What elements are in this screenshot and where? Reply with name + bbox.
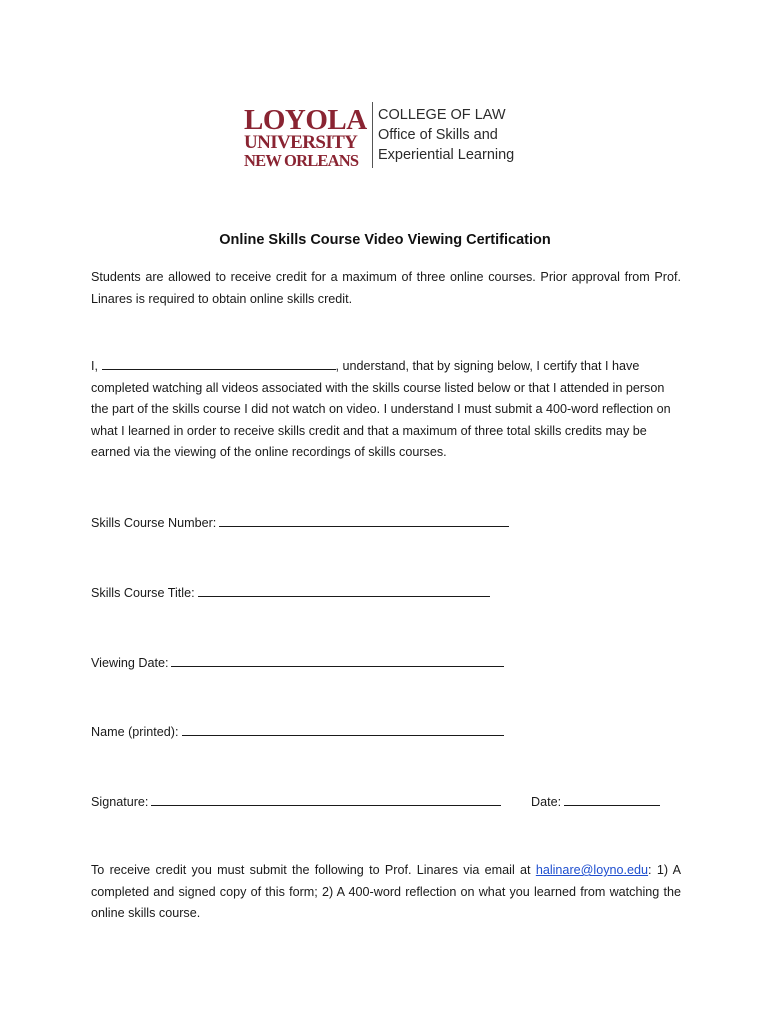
signature-label: Signature:: [91, 795, 149, 809]
email-link[interactable]: halinare@loyno.edu: [535, 863, 649, 877]
logo-office-line2: Experiential Learning: [378, 147, 515, 163]
certification-paragraph: [91, 356, 681, 464]
signature-date-blank[interactable]: [564, 793, 660, 806]
logo-college: COLLEGE OF LAW: [378, 107, 506, 123]
course-number-blank[interactable]: [219, 514, 509, 527]
university-logo: [244, 100, 529, 172]
instructions-prefix: To receive credit you must submit the following to Prof. Linares via email at: [91, 863, 531, 877]
instructions-suffix: : 1) A completed and signed copy of this form; 2) A 400-word reflection on what you learned from watching the online skills course.: [91, 863, 681, 920]
submission-instructions: [91, 860, 681, 925]
signature-field: [91, 793, 501, 810]
logo-department: [378, 108, 538, 168]
cert-body: , understand, that by signing below, I certify that I have completed watching all videos associated with the skills course listed below or that I attended in person the part of the skills course I did not watch on video. I understand I must submit a 400-word reflection on what I learned in order to receive skills credit and that a maximum of three total skills credits may be earned via the viewing of the online recordings of skills courses.: [91, 359, 671, 459]
logo-line-new-orleans: NEW ORLEANS: [244, 151, 359, 170]
viewing-date-field: [91, 654, 504, 671]
name-printed-field: [91, 723, 504, 740]
logo-office-line1: Office of Skills and: [378, 127, 498, 143]
logo-line-university: UNIVERSITY: [244, 132, 358, 153]
name-printed-blank[interactable]: [182, 723, 504, 736]
signature-date-label: Date:: [531, 795, 562, 809]
course-title-label: Skills Course Title:: [91, 586, 195, 600]
logo-wordmark: [244, 106, 366, 170]
course-title-blank[interactable]: [198, 584, 490, 597]
course-number-field: [91, 514, 509, 531]
name-printed-label: Name (printed):: [91, 725, 179, 739]
signature-date-field: [531, 793, 660, 810]
viewing-date-label: Viewing Date:: [91, 656, 169, 670]
student-name-blank[interactable]: [102, 356, 336, 370]
document-title: Online Skills Course Video Viewing Certification: [219, 232, 551, 248]
viewing-date-blank[interactable]: [171, 654, 504, 667]
signature-blank[interactable]: [151, 793, 501, 806]
logo-line-loyola: LOYOLA: [244, 104, 367, 136]
cert-prefix: I,: [91, 359, 98, 373]
course-number-label: Skills Course Number:: [91, 516, 217, 530]
logo-divider: [372, 102, 373, 168]
intro-paragraph: Students are allowed to receive credit for a maximum of three online courses. Prior approval from Prof. Linares is required to obtain online skills credit.: [91, 270, 681, 306]
course-title-field: [91, 584, 490, 601]
